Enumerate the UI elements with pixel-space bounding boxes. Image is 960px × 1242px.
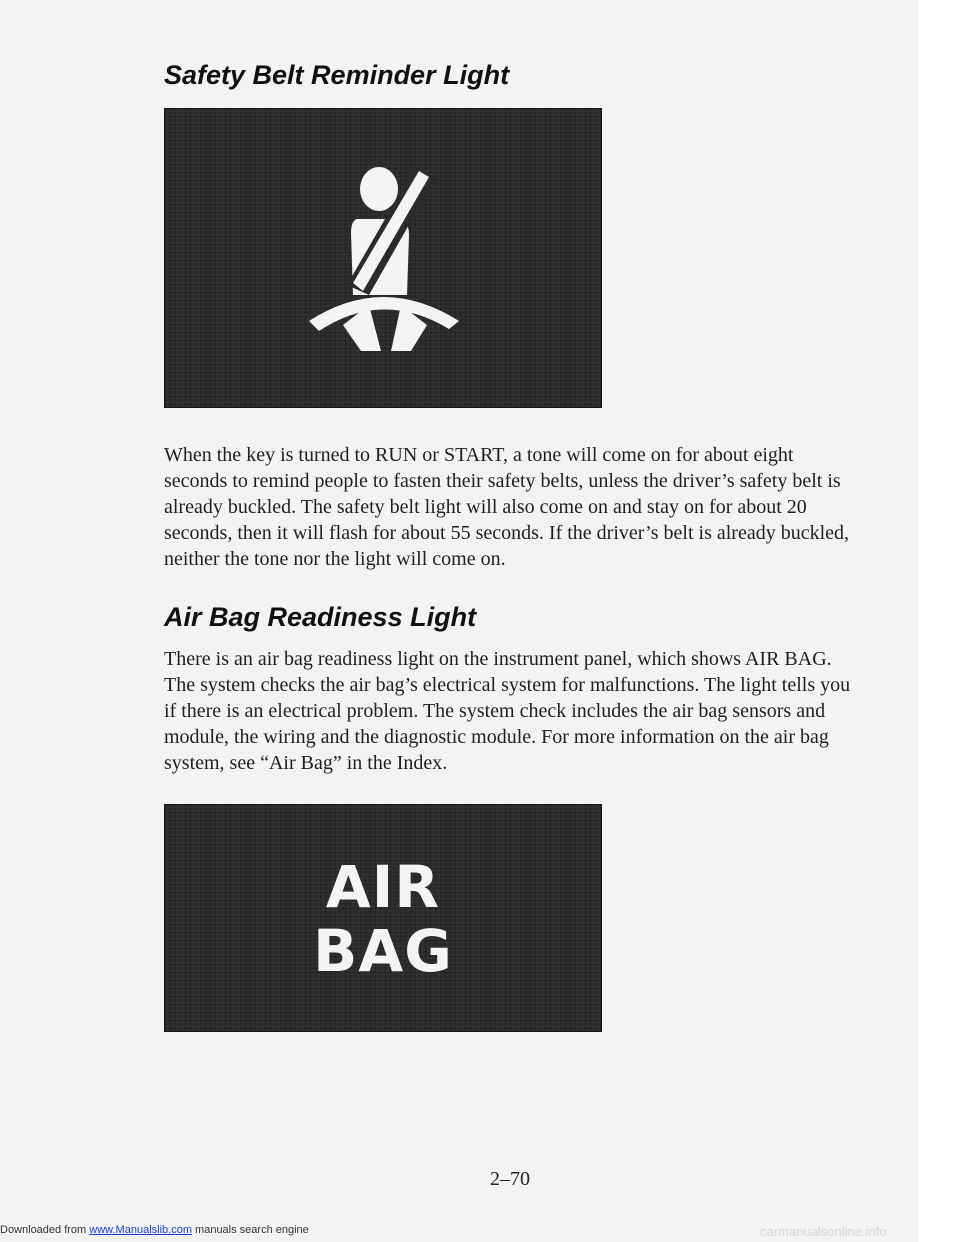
safety-belt-light-panel — [164, 108, 602, 408]
air-bag-light-panel — [164, 804, 602, 1032]
air-bag-paragraph: There is an air bag readiness light on the instrument panel, which shows AIR BAG. The system checks the air bag’s electrical system for malfunctions. The light tells you if there is an electrical problem. The system check includes the air bag sensors and module, the wiring and the diagnostic module. For more information on the air bag system, see “Air Bag” in the Index. — [164, 648, 851, 774]
footer-prefix: Downloaded from — [0, 1224, 90, 1236]
air-bag-symbol-line1: AIR — [325, 853, 441, 921]
air-bag-symbol-line2: BAG — [313, 917, 453, 985]
footer-suffix: manuals search engine — [191, 1224, 309, 1236]
download-footer — [0, 1224, 309, 1236]
air-bag-symbol — [165, 855, 601, 983]
safety-belt-paragraph: When the key is turned to RUN or START, a tone will come on for about eight seconds to remind people to fasten their safety belts, unless the driver’s safety belt is already buckled. The safety belt light will also come on and stay on for about 20 seconds, then it will flash for about 55 seconds. If the driver’s belt is already buckled, neither the tone nor the light will come on. — [164, 444, 850, 570]
page-edge — [918, 0, 960, 1242]
manualslib-link[interactable]: www.Manualslib.com — [89, 1224, 192, 1236]
section-heading-air-bag: Air Bag Readiness Light — [164, 602, 477, 632]
page-number: 2–70 — [490, 1168, 530, 1190]
seatbelt-person-icon — [299, 153, 469, 353]
watermark: carmanualsonline.info — [760, 1224, 887, 1239]
section-heading-safety-belt: Safety Belt Reminder Light — [164, 60, 510, 90]
